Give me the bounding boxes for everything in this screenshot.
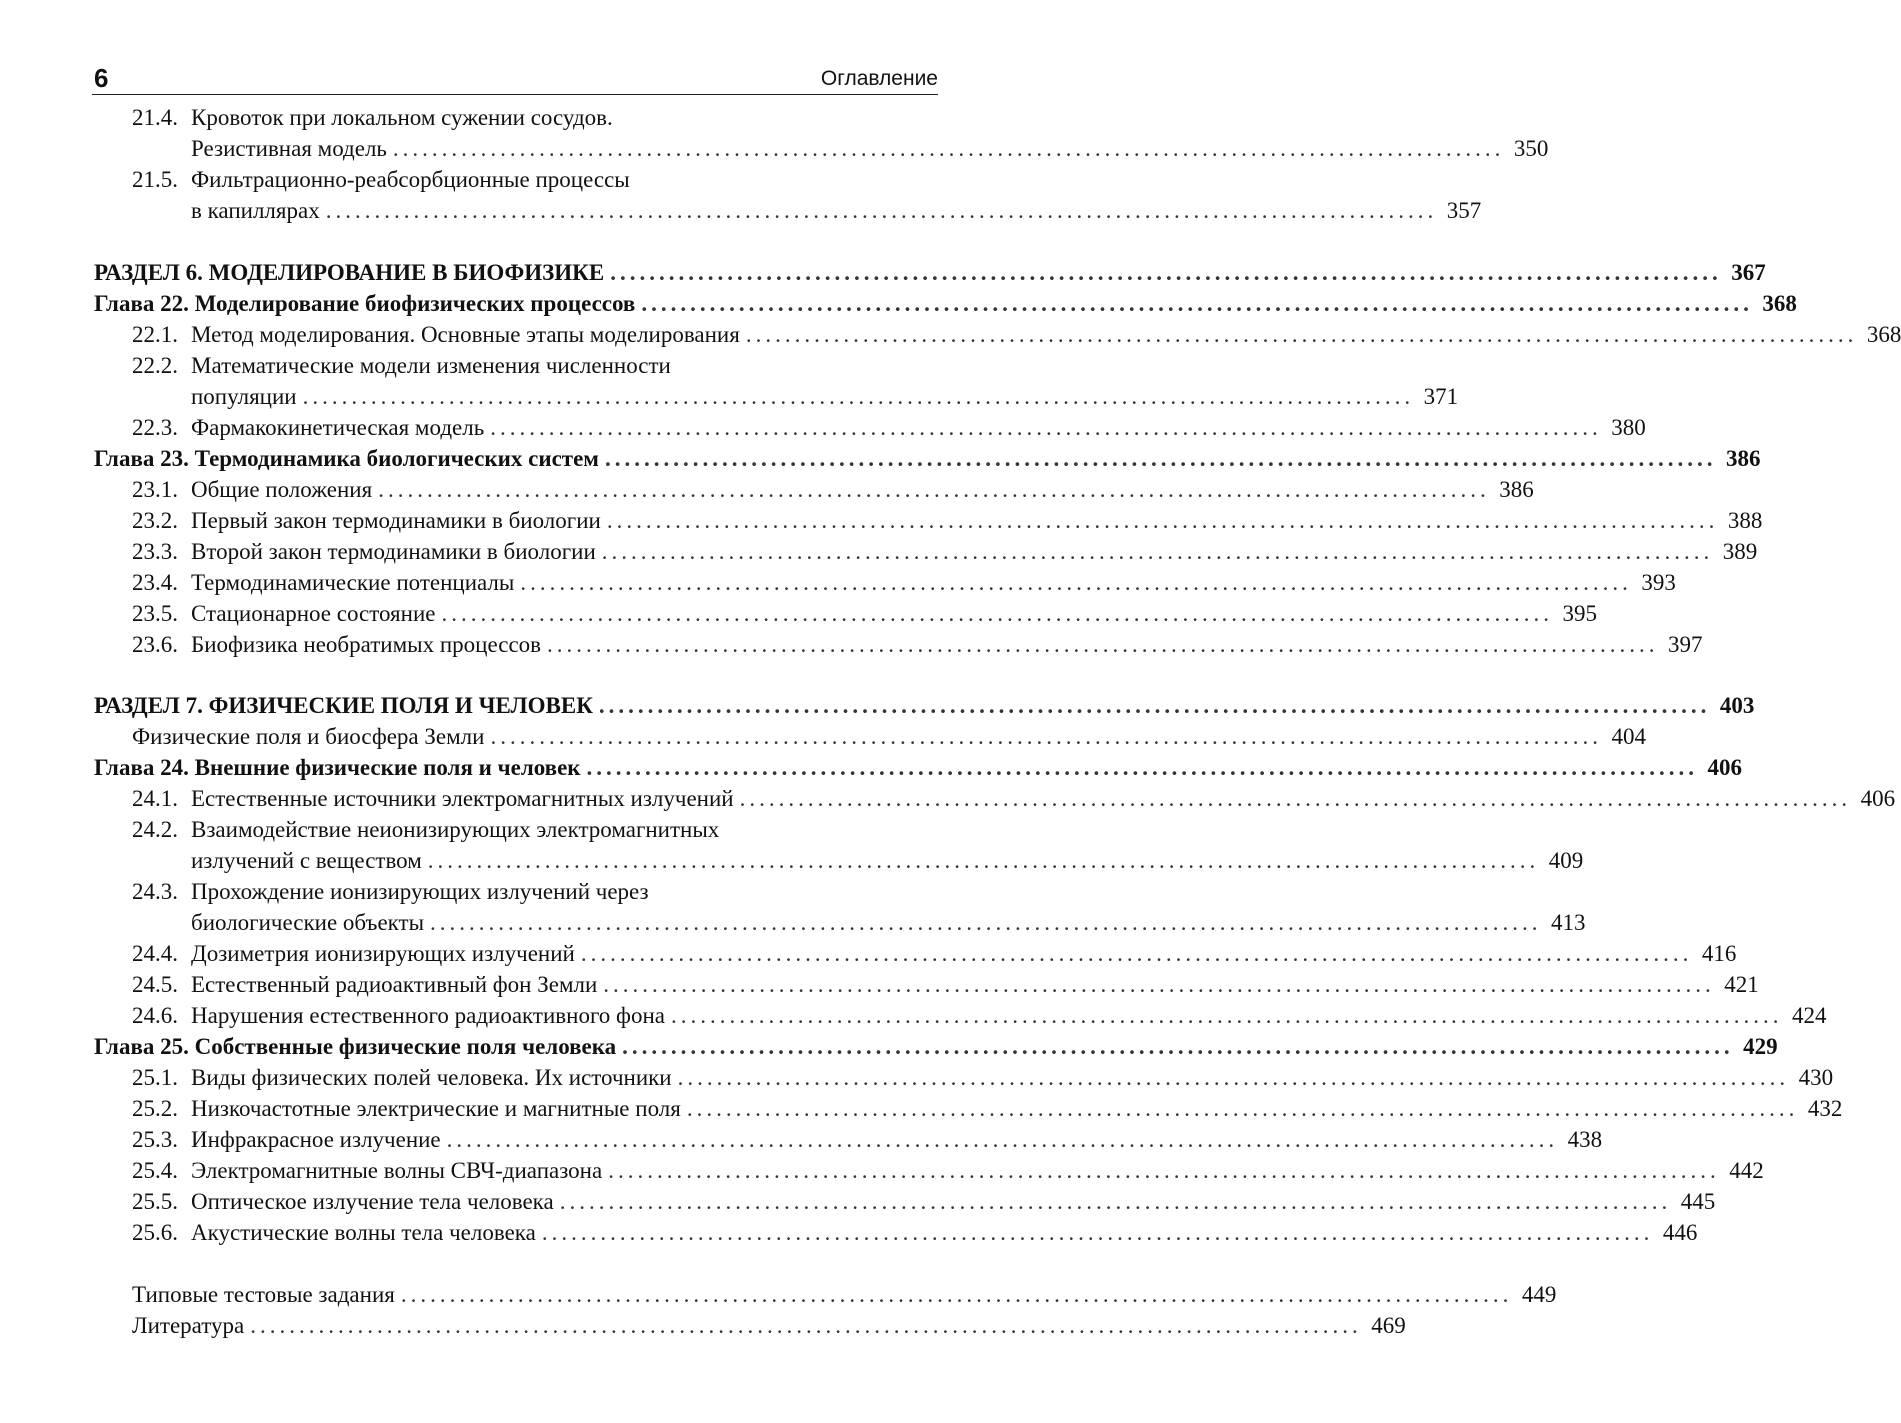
toc-page-number: 446 <box>1662 1220 1698 1245</box>
toc-page-number: 388 <box>1727 508 1763 533</box>
toc-page-number: 395 <box>1562 601 1597 626</box>
toc-chapter-title: Глава 24. Внешние физические поля и человек <box>94 755 581 780</box>
toc-entry[interactable] <box>191 846 1584 876</box>
toc-entry-number: 25.4. <box>132 1158 178 1183</box>
toc-chapter-23[interactable] <box>94 444 1761 474</box>
toc-chapter-25[interactable] <box>94 1032 1778 1062</box>
toc-entry-number: 22.1. <box>132 322 178 347</box>
dot-leader: .................................................................................................................. <box>745 322 1858 347</box>
dot-leader: .................................................................................................................. <box>302 384 1415 409</box>
dot-leader: .................................................................................................................. <box>520 570 1632 595</box>
toc-entry-text: Фармакокинетическая модель <box>191 415 485 440</box>
dot-leader: .................................................................................................................. <box>541 1220 1654 1245</box>
toc-entry-number: 25.5. <box>132 1189 178 1214</box>
toc-page-number: 421 <box>1724 972 1759 997</box>
toc-entry-number: 25.2. <box>132 1096 178 1121</box>
dot-leader: .................................................................................................................. <box>427 848 1540 873</box>
toc-entry-text: Стационарное состояние <box>191 601 436 626</box>
toc-page-number: 371 <box>1423 384 1459 409</box>
toc-entry[interactable] <box>191 1094 1843 1124</box>
toc-page-number: 367 <box>1731 260 1766 285</box>
toc-entry-line: Фильтрационно-реабсорбционные процессы <box>191 167 630 192</box>
toc-entry-line: Математические модели изменения численности <box>191 353 671 378</box>
toc-entry-number: 21.4. <box>132 105 178 130</box>
dot-leader: .................................................................................................................. <box>606 508 1719 533</box>
dot-leader: .................................................................................................................. <box>610 260 1722 285</box>
toc-page-number: 416 <box>1701 941 1737 966</box>
toc-entry[interactable] <box>191 1001 1827 1031</box>
dot-leader: .................................................................................................................. <box>601 539 1714 564</box>
toc-entry[interactable] <box>191 537 1758 567</box>
dot-leader: .................................................................................................................. <box>392 136 1505 161</box>
toc-entry-number: 23.5. <box>132 601 178 626</box>
toc-entry-number: 23.3. <box>132 539 178 564</box>
toc-chapter-title: Глава 25. Собственные физические поля человека <box>94 1034 617 1059</box>
dot-leader: .................................................................................................................. <box>446 1127 1559 1152</box>
toc-chapter-22[interactable] <box>94 289 1797 319</box>
toc-entry[interactable] <box>191 568 1676 598</box>
toc-entry[interactable] <box>191 630 1703 660</box>
toc-entry-text: Электромагнитные волны СВЧ-диапазона <box>191 1158 603 1183</box>
toc-page-number: 389 <box>1722 539 1758 564</box>
toc-entry[interactable] <box>191 320 1901 350</box>
toc-entry-text: популяции <box>191 384 297 409</box>
toc-page-number: 350 <box>1513 136 1549 161</box>
toc-entry-number: 22.3. <box>132 415 178 440</box>
toc-page-number: 368 <box>1762 291 1797 316</box>
toc-entry[interactable] <box>191 970 1759 1000</box>
toc-entry[interactable] <box>132 722 1646 752</box>
toc-entry[interactable] <box>191 784 1896 814</box>
toc-page-number: 386 <box>1725 446 1761 471</box>
toc-entry-number: 23.6. <box>132 632 178 657</box>
toc-page-number: 429 <box>1743 1034 1778 1059</box>
toc-entry-text: Низкочастотные электрические и магнитные поля <box>191 1096 681 1121</box>
toc-entry-tests[interactable] <box>132 1280 1557 1310</box>
toc-entry-number: 25.3. <box>132 1127 178 1152</box>
toc-entry-number: 23.4. <box>132 570 178 595</box>
toc-entry-number: 25.1. <box>132 1065 178 1090</box>
dot-leader: .................................................................................................................. <box>622 1034 1734 1059</box>
toc-entry-text: Естественный радиоактивный фон Земли <box>191 972 598 997</box>
toc-page-number: 406 <box>1707 755 1743 780</box>
toc-page-number: 432 <box>1807 1096 1843 1121</box>
toc-entry-text: Естественные источники электромагнитных излучений <box>191 786 734 811</box>
toc-entry-text: Виды физических полей человека. Их источники <box>191 1065 672 1090</box>
toc-entry[interactable] <box>191 475 1534 505</box>
toc-entry-text: Литература <box>132 1313 245 1338</box>
toc-page-number: 409 <box>1548 848 1584 873</box>
toc-entry-text: Второй закон термодинамики в биологии <box>191 539 596 564</box>
running-title: Оглавление <box>820 67 938 90</box>
dot-leader: .................................................................................................................. <box>586 755 1699 780</box>
dot-leader: .................................................................................................................. <box>400 1282 1513 1307</box>
toc-entry-number: 24.1. <box>132 786 178 811</box>
toc-entry[interactable] <box>191 599 1597 629</box>
toc-chapter-title: Глава 23. Термодинамика биологических систем <box>94 446 599 471</box>
toc-entry-text: Метод моделирования. Основные этапы моделирования <box>191 322 740 347</box>
toc-entry[interactable] <box>191 382 1459 412</box>
toc-entry-text: Общие положения <box>191 477 373 502</box>
toc-page-number: 397 <box>1668 632 1703 657</box>
toc-section-6[interactable] <box>94 258 1766 288</box>
toc-page-number: 404 <box>1611 724 1646 749</box>
toc-entry[interactable] <box>191 134 1549 164</box>
toc-entry-line: Кровоток при локальном сужении сосудов. <box>191 105 613 130</box>
toc-page-number: 406 <box>1860 786 1896 811</box>
toc-page-number: 445 <box>1680 1189 1716 1214</box>
toc-entry-number: 24.5. <box>132 972 178 997</box>
dot-leader: .................................................................................................................. <box>608 1158 1720 1183</box>
toc-page-number: 393 <box>1641 570 1676 595</box>
toc-page-number: 442 <box>1729 1158 1764 1183</box>
toc-page-number: 449 <box>1521 1282 1557 1307</box>
page-number: 6 <box>94 63 109 93</box>
toc-chapter-24[interactable] <box>94 753 1743 783</box>
toc-chapter-title: Глава 22. Моделирование биофизических процессов <box>94 291 636 316</box>
toc-entry-line: Прохождение ионизирующих излучений через <box>191 879 649 904</box>
toc-entry-text: Акустические волны тела человека <box>191 1220 536 1245</box>
dot-leader: .................................................................................................................. <box>686 1096 1799 1121</box>
toc-entry[interactable] <box>191 1187 1716 1217</box>
toc-page-number: 469 <box>1371 1313 1406 1338</box>
toc-page-number: 413 <box>1551 910 1586 935</box>
toc-entry[interactable] <box>191 1218 1698 1248</box>
dot-leader: .................................................................................................................. <box>559 1189 1672 1214</box>
toc-entry-number: 24.3. <box>132 879 178 904</box>
toc-entry-number: 24.2. <box>132 817 178 842</box>
toc-section-title: РАЗДЕЛ 6. МОДЕЛИРОВАНИЕ В БИОФИЗИКЕ <box>94 260 605 285</box>
toc-page-number: 430 <box>1798 1065 1834 1090</box>
toc-entry-text: Термодинамические потенциалы <box>191 570 515 595</box>
dot-leader: .................................................................................................................. <box>641 291 1753 316</box>
toc-entry-text: излучений с веществом <box>191 848 422 873</box>
toc-entry-literature[interactable] <box>132 1311 1406 1341</box>
toc-page-number: 380 <box>1611 415 1646 440</box>
dot-leader: .................................................................................................................. <box>739 786 1852 811</box>
dot-leader: .................................................................................................................. <box>670 1003 1783 1028</box>
toc-entry[interactable] <box>191 1063 1834 1093</box>
toc-entry-text: Дозиметрия ионизирующих излучений <box>191 941 575 966</box>
toc-entry-number: 23.1. <box>132 477 178 502</box>
toc-entry[interactable] <box>191 908 1586 938</box>
page-header <box>92 64 938 95</box>
toc-entry-text: Физические поля и биосфера Земли <box>132 724 485 749</box>
toc-entry[interactable] <box>191 413 1646 443</box>
dot-leader: .................................................................................................................. <box>250 1313 1362 1338</box>
toc-section-title: РАЗДЕЛ 7. ФИЗИЧЕСКИЕ ПОЛЯ И ЧЕЛОВЕК <box>94 693 593 718</box>
toc-entry[interactable] <box>191 506 1763 536</box>
toc-entry-number: 24.6. <box>132 1003 178 1028</box>
toc-entry-number: 22.2. <box>132 353 178 378</box>
toc-entry-text: Биофизика необратимых процессов <box>191 632 542 657</box>
toc-entry-text: Первый закон термодинамики в биологии <box>191 508 601 533</box>
toc-entry-text: Типовые тестовые задания <box>132 1282 395 1307</box>
toc-page-number: 424 <box>1791 1003 1827 1028</box>
toc-entry-number: 25.6. <box>132 1220 178 1245</box>
toc-entry-text: Резистивная модель <box>191 136 387 161</box>
toc-entry-number: 21.5. <box>132 167 178 192</box>
toc-entry[interactable] <box>191 1156 1764 1186</box>
dot-leader: .................................................................................................................. <box>598 693 1711 718</box>
toc-entry-text: Инфракрасное излучение <box>191 1127 441 1152</box>
dot-leader: .................................................................................................................. <box>490 415 1602 440</box>
toc-section-7[interactable] <box>94 691 1755 721</box>
toc-page-number: 386 <box>1499 477 1534 502</box>
toc-entry[interactable] <box>191 196 1482 226</box>
dot-leader: .................................................................................................................. <box>325 198 1438 223</box>
toc-page-number: 357 <box>1446 198 1482 223</box>
dot-leader: .................................................................................................................. <box>430 910 1542 935</box>
toc-entry-line: Взаимодействие неионизирующих электромагнитных <box>191 817 720 842</box>
toc-entry-text: Оптическое излучение тела человека <box>191 1189 554 1214</box>
dot-leader: .................................................................................................................. <box>378 477 1490 502</box>
toc-page-number: 403 <box>1719 693 1755 718</box>
toc-entry-number: 24.4. <box>132 941 178 966</box>
dot-leader: .................................................................................................................. <box>441 601 1553 626</box>
dot-leader: .................................................................................................................. <box>580 941 1693 966</box>
toc-entry-text: биологические объекты <box>191 910 425 935</box>
toc-entry[interactable] <box>191 939 1737 969</box>
toc-page-number: 368 <box>1866 322 1901 347</box>
toc-entry-number: 23.2. <box>132 508 178 533</box>
toc-page-number: 438 <box>1567 1127 1603 1152</box>
dot-leader: .................................................................................................................. <box>490 724 1602 749</box>
toc-entry-text: в капиллярах <box>191 198 320 223</box>
toc-entry[interactable] <box>191 1125 1603 1155</box>
dot-leader: .................................................................................................................. <box>603 972 1715 997</box>
dot-leader: .................................................................................................................. <box>604 446 1717 471</box>
dot-leader: .................................................................................................................. <box>547 632 1659 657</box>
toc-entry-text: Нарушения естественного радиоактивного фона <box>191 1003 665 1028</box>
dot-leader: .................................................................................................................. <box>677 1065 1790 1090</box>
